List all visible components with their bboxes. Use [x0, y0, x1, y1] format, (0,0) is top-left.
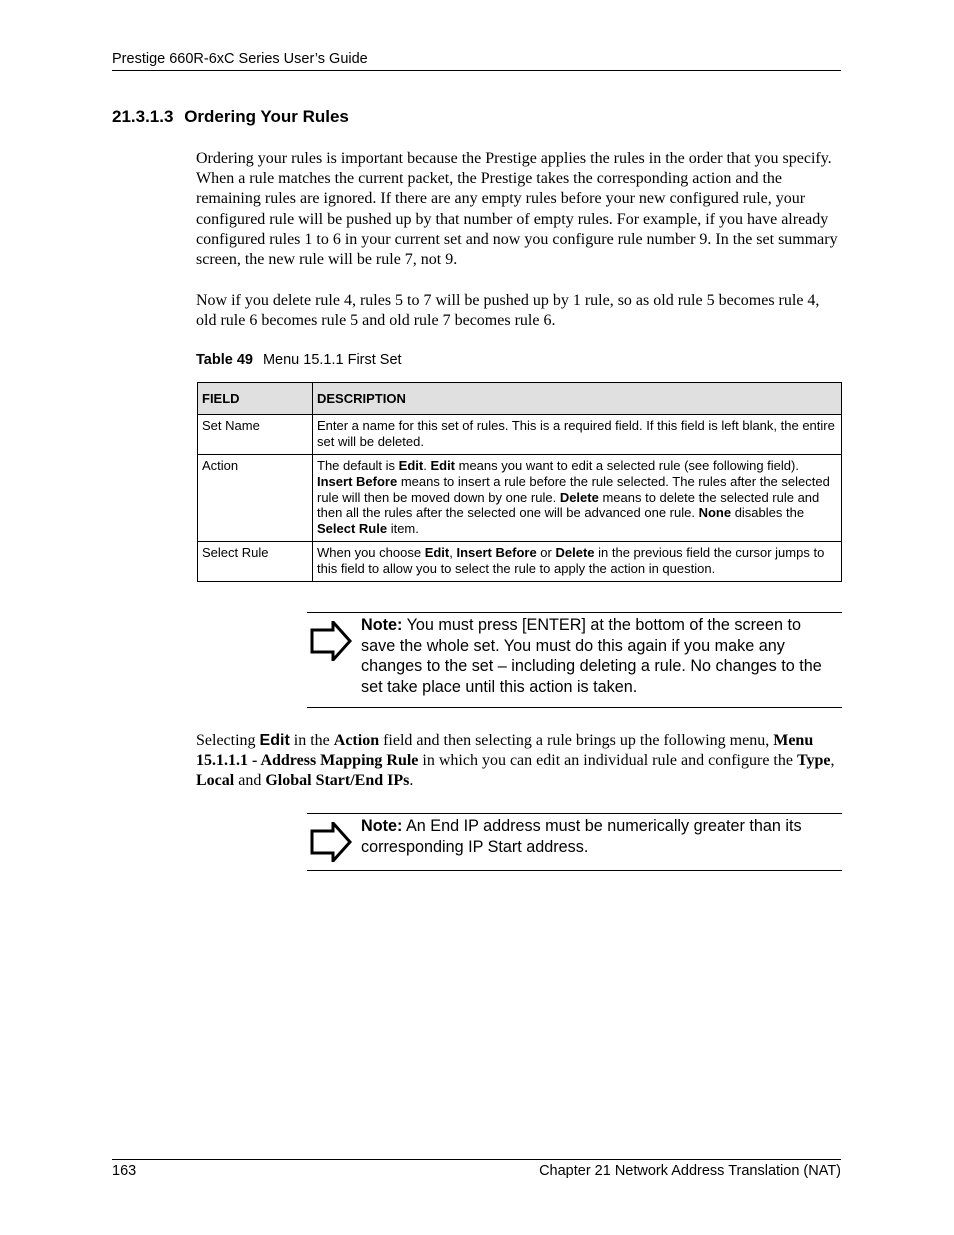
note-end-ip [307, 813, 842, 871]
field-select-rule: Select Rule [198, 542, 313, 582]
note-enter-save [307, 612, 842, 708]
table-caption [196, 352, 402, 368]
table-caption-label: Table 49 [196, 352, 253, 368]
table-header-row [198, 383, 842, 415]
note-arrow-icon [309, 822, 353, 862]
section-title: Ordering Your Rules [184, 107, 349, 126]
table-row [198, 415, 842, 455]
description-action: The default is Edit. Edit means you want to edit a selected rule (see following field). Insert Before means to insert a rule before the rule selected. The rules after the selected rule will then be moved down by one rule. Delete means to delete the selected rule and then all the rules after the selected one will be advanced one rule. None disables the Select Rule item. [313, 455, 842, 542]
section-number: 21.3.1.3 [112, 107, 174, 126]
chapter-title: Chapter 21 Network Address Translation (NAT) [539, 1163, 841, 1179]
header-field: FIELD [198, 383, 313, 415]
note-text: Note: You must press [ENTER] at the bottom of the screen to save the whole set. You must do this again if you make any changes to the set – including deleting a rule. No changes to the set take place until this action is taken. [361, 616, 822, 696]
table-row [198, 542, 842, 582]
paragraph-edit-menu: Selecting Edit in the Action field and then selecting a rule brings up the following menu, Menu 15.1.1.1 - Address Mapping Rule in which you can edit an individual rule and configure the Type, Local and Global Start/End IPs. [196, 732, 835, 790]
note-arrow-icon [309, 621, 353, 661]
page-footer [112, 1159, 841, 1179]
note-text: Note: An End IP address must be numerically greater than its corresponding IP Start address. [361, 817, 802, 856]
table-row [198, 455, 842, 542]
field-action: Action [198, 455, 313, 542]
table-caption-text: Menu 15.1.1 First Set [262, 352, 402, 368]
first-set-table [197, 382, 842, 582]
header-title: Prestige 660R-6xC Series User’s Guide [112, 51, 368, 67]
running-header [112, 51, 841, 71]
description-select-rule: When you choose Edit, Insert Before or Delete in the previous field the cursor jumps to this field to allow you to select the rule to apply the action in question. [313, 542, 842, 582]
paragraph-ordering-rules: Ordering your rules is important because the Prestige applies the rules in the order that you specify. When a rule matches the current packet, the Prestige takes the corresponding action and the remaining rules are ignored. If there are any empty rules before your new configured rule, your configured rule will be pushed up by that number of empty rules. For example, if you have already configured rules 1 to 6 in your current set and now you configure rule number 9. In the set summary screen, the new rule will be rule 7, not 9. [196, 150, 838, 269]
header-description: DESCRIPTION [313, 383, 842, 415]
description-set-name: Enter a name for this set of rules. This is a required field. If this field is left blank, the entire set will be deleted. [313, 415, 842, 455]
paragraph-delete-rule: Now if you delete rule 4, rules 5 to 7 will be pushed up by 1 rule, so as old rule 5 becomes rule 4, old rule 6 becomes rule 5 and old rule 7 becomes rule 6. [196, 292, 820, 330]
page-number: 163 [112, 1163, 137, 1179]
section-heading [112, 107, 349, 127]
field-set-name: Set Name [198, 415, 313, 455]
